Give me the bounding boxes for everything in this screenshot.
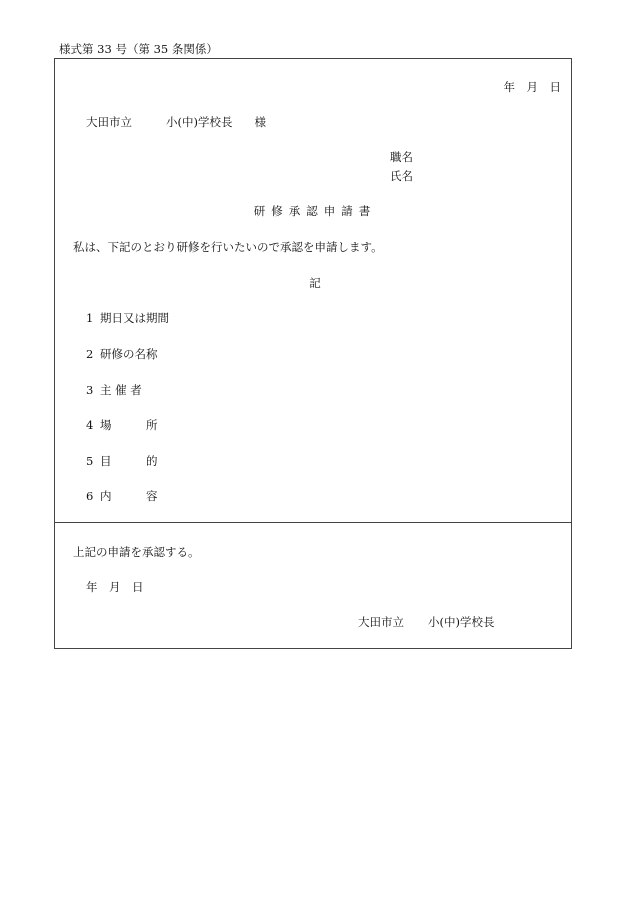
ki-heading: 記 bbox=[309, 276, 321, 290]
item-label: 主 催 者 bbox=[100, 383, 142, 397]
form-number: 様式第 33 号（第 35 条関係） bbox=[59, 42, 218, 56]
document-title: 研修承認申請書 bbox=[253, 204, 377, 218]
item-number: 1 bbox=[86, 311, 94, 325]
addressee-city: 大田市立 bbox=[86, 115, 132, 129]
addressee-school: 小(中)学校長 bbox=[166, 115, 233, 129]
job-title-label: 職名 bbox=[390, 150, 413, 164]
approval-date: 年 月 日 bbox=[86, 580, 144, 594]
approver-school: 小(中)学校長 bbox=[428, 615, 495, 629]
item-label: 内 容 bbox=[100, 489, 158, 503]
item-label: 場 所 bbox=[100, 418, 158, 432]
list-item bbox=[86, 383, 142, 397]
addressee-honorific: 様 bbox=[254, 115, 266, 129]
approver-city: 大田市立 bbox=[358, 615, 404, 629]
item-label: 期日又は期間 bbox=[100, 311, 169, 325]
item-number: 6 bbox=[86, 489, 94, 503]
item-number: 3 bbox=[86, 383, 94, 397]
approval-divider bbox=[54, 522, 572, 523]
approval-statement: 上記の申請を承認する。 bbox=[73, 545, 200, 559]
list-item bbox=[86, 311, 169, 325]
list-item bbox=[86, 418, 158, 432]
list-item bbox=[86, 489, 158, 503]
list-item bbox=[86, 347, 158, 361]
name-label: 氏名 bbox=[390, 169, 413, 183]
addressee bbox=[86, 115, 266, 129]
item-label: 目 的 bbox=[100, 454, 158, 468]
item-number: 5 bbox=[86, 454, 94, 468]
item-number: 4 bbox=[86, 418, 94, 432]
item-label: 研修の名称 bbox=[100, 347, 158, 361]
application-statement: 私は、下記のとおり研修を行いたいので承認を申請します。 bbox=[73, 240, 383, 254]
item-number: 2 bbox=[86, 347, 94, 361]
approver bbox=[358, 615, 494, 629]
application-date: 年 月 日 bbox=[503, 80, 561, 94]
list-item bbox=[86, 454, 158, 468]
